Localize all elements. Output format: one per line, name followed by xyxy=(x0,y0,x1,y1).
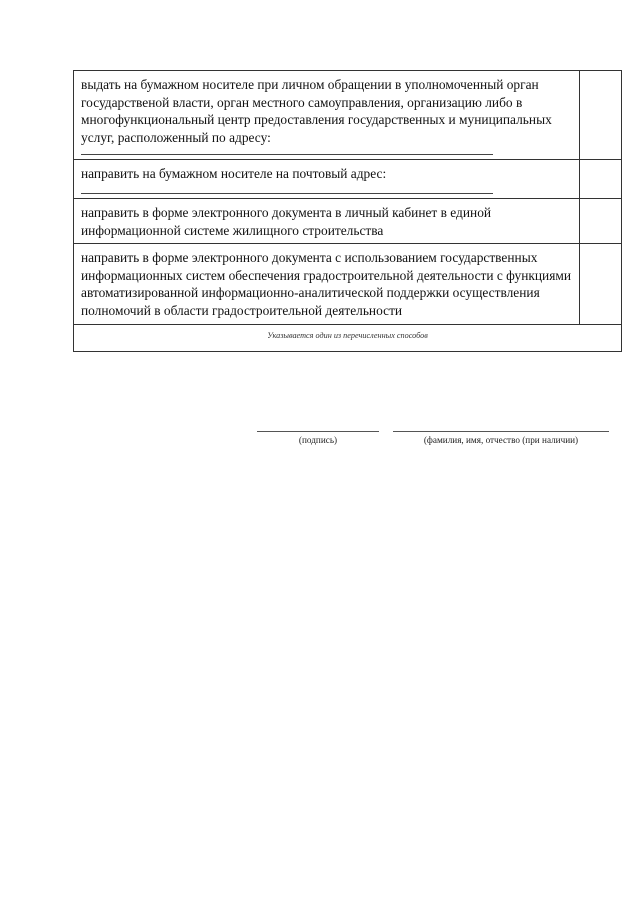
full-name-block xyxy=(393,431,609,445)
option-text-electronic-isogd: направить в форме электронного документа с использованием государственных информационных систем обеспечения градостроительной деятельности с функциями автоматизированной информационно-аналитической поддержки осуществления полномочий в области градостроительной деятельности xyxy=(81,250,572,318)
option-row-electronic-cabinet xyxy=(74,198,622,243)
option-text-electronic-cabinet: направить в форме электронного документа в личный кабинет в единой информационной системе жилищного строительства xyxy=(81,204,492,238)
option-text-postal: направить на бумажном носителе на почтовый адрес: xyxy=(81,166,387,182)
choose-one-note: Указывается один из перечисленных способов xyxy=(74,324,622,351)
full-name-line[interactable] xyxy=(393,431,609,432)
option-row-electronic-isogd xyxy=(74,244,622,324)
option-cell xyxy=(74,244,580,324)
option-cell xyxy=(74,71,580,160)
option-cell xyxy=(74,160,580,199)
option-checkbox-electronic-cabinet[interactable] xyxy=(580,198,622,243)
option-checkbox-electronic-isogd[interactable] xyxy=(580,244,622,324)
signature-caption: (подпись) xyxy=(298,435,338,445)
option-cell xyxy=(74,198,580,243)
signature-block xyxy=(257,431,379,445)
option-text-in-person: выдать на бумажном носителе при личном обращении в уполномоченный орган государственой власти, орган местного самоуправления, организацию либо в многофункциональный центр предоставления государственных и муниципальных услуг, расположенный по адресу: xyxy=(81,77,552,145)
delivery-options-table xyxy=(73,70,622,352)
full-name-caption: (фамилия, имя, отчество (при наличии) xyxy=(423,435,579,445)
postal-address-fill-line[interactable] xyxy=(81,185,493,194)
note-row xyxy=(74,324,622,351)
signature-line[interactable] xyxy=(257,431,379,432)
option-row-postal xyxy=(74,160,622,199)
address-fill-line[interactable] xyxy=(81,148,493,155)
option-checkbox-in-person[interactable] xyxy=(580,71,622,160)
option-checkbox-postal[interactable] xyxy=(580,160,622,199)
option-row-in-person xyxy=(74,71,622,160)
